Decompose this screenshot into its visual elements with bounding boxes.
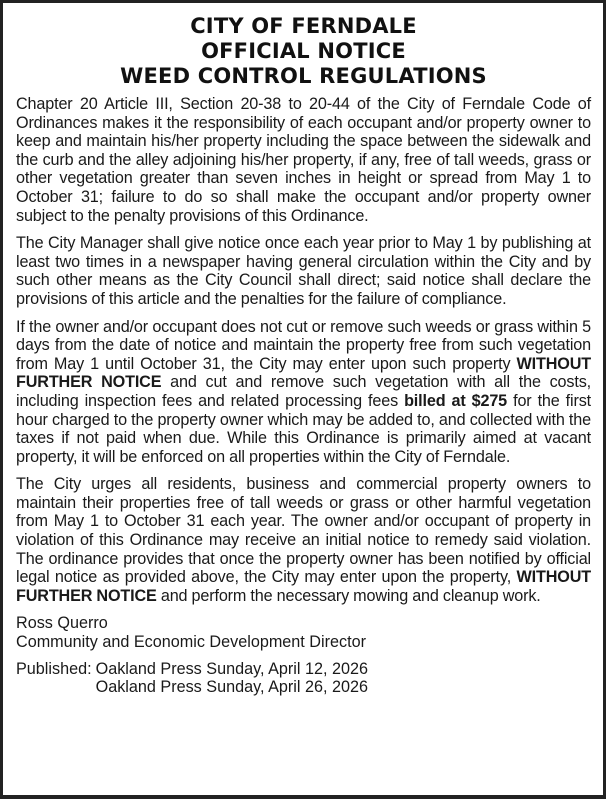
signature-block [16, 614, 591, 651]
paragraph-text: and cut and remove such vegetation with all the costs, including inspection fees and related processing fees [16, 373, 591, 410]
notice-body [16, 95, 591, 605]
paragraph-text: for the first hour charged to the property owner which may be added to, and collected with the taxes if not paid when due. While this Ordinance is primarily aimed at vacant property, it will be enforced on all properties within the City of Ferndale. [16, 391, 592, 466]
published-label: Published: [16, 659, 92, 678]
paragraph-text: The City urges all residents, business and commercial property owners to maintain their properties free of tall weeds or grass or other harmful vegetation from May 1 to October 31 each year. The owner and/or occupant of property in violation of this Ordinance may receive an initial notice to remedy said violation. The ordinance provides that once the property owner has been notified by official legal notice as provided above, the City may enter upon the property, [16, 475, 591, 587]
signature-name: Ross Querro [16, 614, 108, 633]
paragraph-text: Chapter 20 Article III, Section 20-38 to 20-44 of the City of Ferndale Code of Ordinances makes it the responsibility of each occupant and/or property owner to keep and maintain his/her property including the space between the sidewalk and the curb and the alley adjoining his/her property, if any, free of tall weeds, grass or other vegetation greater than seven inches in height or spread from May 1 to October 31; failure to do so shall make the occupant and/or property owner subject to the penalty provisions of this Ordinance. [16, 95, 591, 225]
published-dates [96, 660, 368, 697]
published-date-1: Oakland Press Sunday, April 12, 2026 [95, 659, 368, 678]
heading-line-official: OFFICIAL NOTICE [201, 39, 406, 63]
notice-heading [16, 14, 591, 89]
paragraph-text: The City Manager shall give notice once each year prior to May 1 by publishing at least two times in a newspaper having general circulation within the City and by such other means as the City Council shall direct; said notice shall declare the provisions of this article and the penalties for the failure of compliance. [16, 234, 591, 308]
emphasis-text: WITHOUT FURTHER NOTICE [16, 354, 591, 392]
heading-line-city: CITY OF FERNDALE [190, 14, 417, 38]
paragraph-text: and perform the necessary mowing and cleanup work. [156, 586, 541, 605]
publication-block [16, 660, 591, 697]
notice-paragraph [16, 234, 591, 308]
notice-paragraph [16, 318, 591, 467]
heading-line-regulations: WEED CONTROL REGULATIONS [120, 64, 487, 88]
notice-paragraph [16, 475, 591, 605]
notice-paragraph [16, 95, 591, 225]
emphasis-text: billed at $275 [404, 391, 508, 410]
emphasis-text: WITHOUT FURTHER NOTICE [16, 568, 591, 605]
paragraph-text: If the owner and/or occupant does not cut or remove such weeds or grass within 5 days from the date of notice and maintain the property free from such vegetation from May 1 until October 31, the City may enter upon such property [16, 317, 591, 373]
signature-title: Community and Economic Development Director [16, 633, 366, 652]
published-date-2: Oakland Press Sunday, April 26, 2026 [95, 678, 368, 697]
